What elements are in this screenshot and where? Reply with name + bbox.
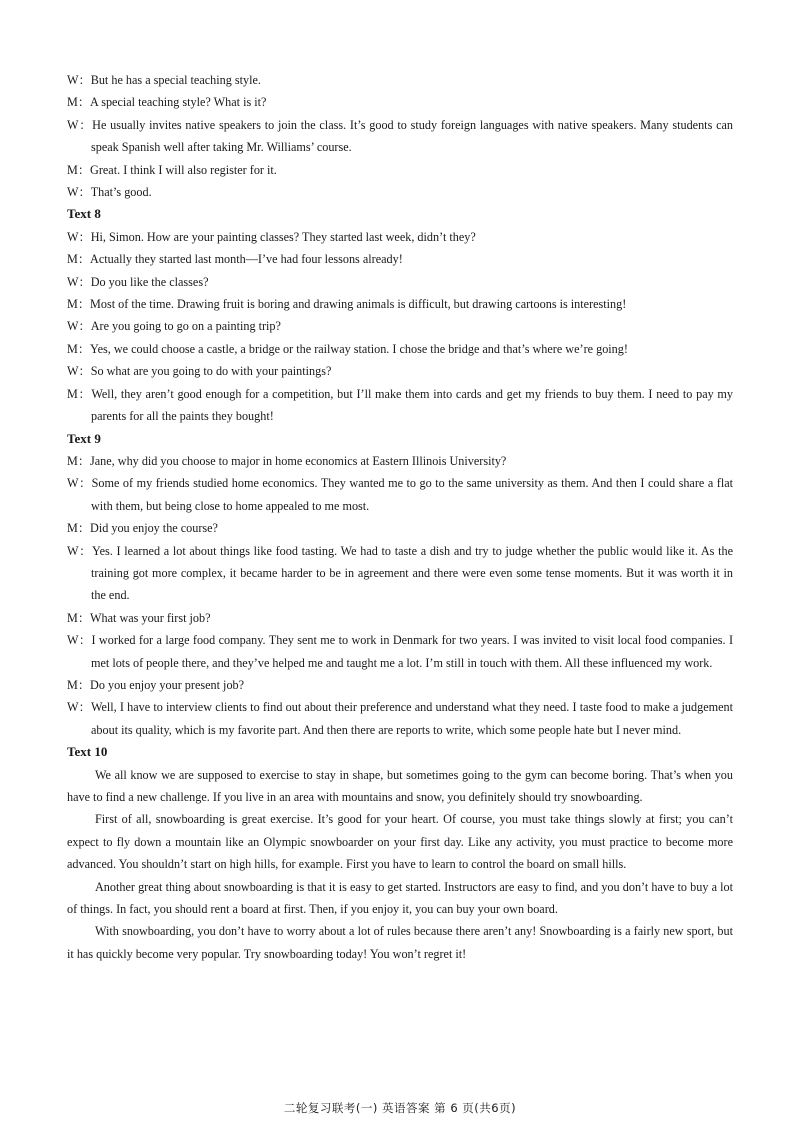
speaker-colon: ：	[78, 319, 91, 334]
speaker-colon: ：	[78, 274, 91, 289]
utterance: So what are you going to do with your paintings?	[90, 364, 332, 379]
speaker: M	[67, 610, 78, 625]
speaker-colon: ：	[77, 95, 91, 110]
speaker-colon: ：	[77, 386, 92, 401]
utterance: He usually invites native speakers to join the class. It’s good to study foreign languages with native speakers. Many students can speak Spanish well after taking Mr. Williams’ course.	[91, 117, 733, 155]
speaker: W	[67, 476, 79, 491]
dialogue-line	[67, 271, 733, 293]
utterance: Do you enjoy your present job?	[90, 677, 245, 692]
speaker-colon: ：	[78, 229, 91, 244]
paragraph: First of all, snowboarding is great exercise. It’s good for your heart. Of course, you must take things slowly at first; you can’t expect to fly down a mountain like an Olympic snowboarder on your first day. Like any activity, you must practice to become more advanced. You shouldn’t start on high hills, for example. First you have to learn to control the board on small hills.	[67, 812, 733, 872]
speaker: M	[67, 341, 78, 356]
dialogue-line	[67, 629, 733, 674]
page-footer: 二轮复习联考(一) 英语答案 第 6 页(共6页)	[283, 1101, 517, 1115]
text8-heading: Text 8	[67, 206, 101, 222]
paragraph: With snowboarding, you don’t have to worry about a lot of rules because there aren’t any! Snowboarding is a fairly new sport, but it has quickly become very popular. Try snowboarding today! You won’t regret it!	[67, 924, 733, 961]
speaker: W	[67, 700, 79, 715]
paragraph: Another great thing about snowboarding is that it is easy to get started. Instructors are easy to find, and you don’t have to buy a lot of things. In fact, you should rent a board at first. Then, if you enjoy it, you can buy your own board.	[67, 879, 733, 917]
dialogue-line	[67, 114, 733, 159]
speaker-colon: ：	[78, 73, 91, 87]
speaker-colon: ：	[78, 543, 92, 558]
utterance: Great. I think I will also register for it.	[90, 162, 277, 177]
speaker: M	[67, 521, 78, 536]
speaker: M	[67, 677, 78, 692]
page-content	[67, 69, 733, 965]
dialogue-line	[67, 383, 733, 428]
speaker-colon: ：	[78, 364, 91, 379]
dialogue-line	[67, 607, 733, 629]
speaker-colon: ：	[77, 297, 91, 312]
utterance: Are you going to go on a painting trip?	[90, 319, 281, 334]
dialogue-line	[67, 517, 733, 539]
speaker-colon: ：	[78, 185, 91, 200]
dialogue-line	[67, 360, 733, 382]
dialogue-line	[67, 69, 733, 91]
speaker: W	[67, 319, 79, 334]
speaker-colon: ：	[78, 117, 93, 132]
utterance: Some of my friends studied home economics. They wanted me to go to the same university as them. And then I could share a flat with them, but being close to home appealed to me most.	[91, 476, 734, 513]
text9-dialogue	[67, 450, 733, 741]
speaker-colon: ：	[77, 252, 91, 267]
speaker-colon: ：	[78, 633, 92, 648]
utterance: Yes. I learned a lot about things like food tasting. We had to taste a dish and try to judge whether the public would like it. As the training got more complex, it became harder to be in agreement and there were even some tense moments. But it was worth it in the end.	[91, 543, 733, 603]
dialogue-line	[67, 248, 733, 270]
utterance: Do you like the classes?	[90, 274, 209, 289]
speaker-colon: ：	[77, 341, 91, 356]
speaker-colon: ：	[77, 677, 91, 692]
speaker: W	[67, 117, 79, 132]
dialogue-line	[67, 674, 733, 696]
utterance: Did you enjoy the course?	[90, 521, 218, 536]
text7-dialogue	[67, 69, 733, 203]
text10-monologue	[67, 764, 733, 966]
speaker: W	[67, 543, 79, 558]
speaker-colon: ：	[77, 453, 91, 468]
speaker: W	[67, 73, 79, 87]
speaker-colon: ：	[78, 700, 91, 715]
dialogue-line	[67, 450, 733, 472]
utterance: Most of the time. Drawing fruit is boring and drawing animals is difficult, but drawing cartoons is interesting!	[90, 297, 627, 312]
utterance: But he has a special teaching style.	[90, 73, 261, 87]
paragraph: We all know we are supposed to exercise to stay in shape, but sometimes going to the gym can become boring. That’s when you have to find a new challenge. If you live in an area with mountains and snow, you definitely should try snowboarding.	[67, 767, 733, 804]
speaker-colon: ：	[78, 476, 92, 491]
dialogue-line	[67, 472, 733, 517]
speaker: W	[67, 633, 79, 648]
text10-heading: Text 10	[67, 744, 108, 760]
utterance: Hi, Simon. How are your painting classes? They started last week, didn’t they?	[90, 229, 476, 244]
utterance: Well, I have to interview clients to find out about their preference and understand what they need. I taste food to make a judgement about its quality, which is my favorite part. And then there are reports to write, which some people hate but I never mind.	[90, 700, 733, 737]
utterance: A special teaching style? What is it?	[90, 95, 267, 110]
text8-dialogue	[67, 226, 733, 428]
utterance: I worked for a large food company. They sent me to work in Denmark for two years. I was invited to visit local food companies. I met lots of people there, and they’ve helped me and taught me a lot. I’m still in touch with them. All these influenced my work.	[91, 633, 734, 670]
utterance: Actually they started last month—I’ve had four lessons already!	[90, 252, 403, 267]
speaker: M	[67, 95, 78, 110]
speaker-colon: ：	[77, 521, 91, 536]
dialogue-line	[67, 540, 733, 607]
utterance: Yes, we could choose a castle, a bridge or the railway station. I chose the bridge and that’s where we’re going!	[90, 341, 628, 356]
dialogue-line	[67, 226, 733, 248]
speaker-colon: ：	[77, 610, 91, 625]
utterance: What was your first job?	[90, 610, 211, 625]
dialogue-line	[67, 91, 733, 113]
dialogue-line	[67, 181, 733, 203]
speaker: M	[67, 297, 78, 312]
text9-heading: Text 9	[67, 430, 101, 446]
speaker: W	[67, 364, 79, 379]
dialogue-line	[67, 159, 733, 181]
dialogue-line	[67, 338, 733, 360]
dialogue-line	[67, 696, 733, 741]
speaker: W	[67, 274, 79, 289]
speaker-colon: ：	[77, 162, 91, 177]
speaker: W	[67, 229, 79, 244]
speaker: M	[67, 386, 78, 401]
dialogue-line	[67, 315, 733, 337]
speaker: M	[67, 453, 78, 468]
speaker: M	[67, 162, 78, 177]
dialogue-line	[67, 293, 733, 315]
speaker: M	[67, 252, 78, 267]
speaker: W	[67, 185, 79, 200]
utterance: Jane, why did you choose to major in home economics at Eastern Illinois University?	[90, 453, 507, 468]
utterance: That’s good.	[90, 185, 152, 200]
utterance: Well, they aren’t good enough for a competition, but I’ll make them into cards and get my friends to buy them. I need to pay my parents for all the paints they bought!	[91, 386, 734, 424]
